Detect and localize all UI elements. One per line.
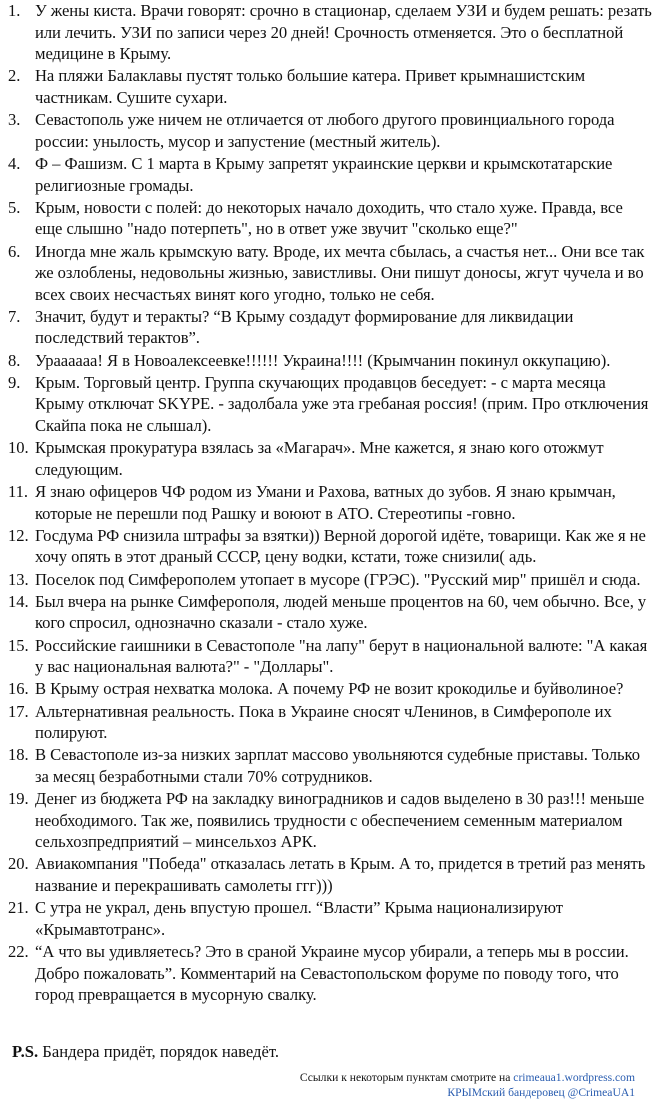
- list-item-number: 14.: [8, 591, 29, 611]
- list-item-number: 22.: [8, 942, 29, 961]
- list-item: [8, 0, 653, 65]
- list-item-number: 7.: [8, 306, 21, 326]
- postscript: [12, 1041, 279, 1063]
- footer-links-line: [300, 1071, 635, 1086]
- list-item-number: 10.: [8, 438, 29, 458]
- list-item-text: “А что вы удивляетесь? Это в сраной Украине мусор убирали, а теперь мы в россии. Добро пожаловать”. Комментарий на Севастопольском форуме по поводу того, что город превращается в мусорную свалку.: [35, 942, 629, 1005]
- list-item: [8, 678, 653, 700]
- list-item: [8, 350, 653, 372]
- list-item-text: У жены киста. Врачи говорят: срочно в стационар, сделаем УЗИ и будем решать: резать или лечить. УЗИ по записи через 20 дней! Срочность отменяется. Это о бесплатной медицине в Крыму.: [35, 1, 652, 64]
- list-item-text: Поселок под Симферополем утопает в мусоре (ГРЭС). "Русский мир" пришёл и сюда.: [35, 569, 641, 589]
- list-item: [8, 241, 653, 306]
- list-item-text: Крым. Торговый центр. Группа скучающих продавцов беседует: - с марта месяца Крыму отключат SKYPE. - задолбала уже эта гребаная россия! (прим. Про отключения Скайпа пока не слышал).: [35, 372, 649, 436]
- list-item-number: 16.: [8, 679, 29, 699]
- list-item-text: Был вчера на рынке Симферополя, людей меньше процентов на 60, чем обычно. Все, у кого спросил, однозначно сказали - стало хуже.: [35, 591, 647, 633]
- list-item-number: 2.: [8, 66, 21, 86]
- list-item-text: Иногда мне жаль крымскую вату. Вроде, их мечта сбылась, а счастья нет... Они все так же озлоблены, недовольны жизнью, завистливы. Они пишут доносы, жгут чучела и во всех своих несчастьях винят кого угодно, только не себя.: [35, 241, 645, 304]
- list-item-text: Российские гаишники в Севастополе "на лапу" берут в национальной валюте: "А какая у вас национальная валюта?" - "Доллары".: [35, 635, 648, 677]
- list-item: [8, 109, 653, 152]
- list-item: [8, 65, 653, 108]
- list-item-number: 4.: [8, 153, 21, 173]
- list-item-number: 8.: [8, 350, 21, 370]
- list-item-text: Денег из бюджета РФ на закладку виноградников и садов выделено в 30 раз!!! меньше необходимого. Так же, появились трудности с обеспечением семенным материалом сельхозпредприятий – минсельхоз АРК.: [35, 789, 645, 852]
- list-item-number: 20.: [8, 854, 29, 874]
- footer-link[interactable]: crimeaua1.wordpress.com: [513, 1071, 635, 1084]
- list-item-number: 17.: [8, 701, 29, 721]
- list-item: [8, 437, 653, 480]
- list-item-text: Значит, будут и теракты? “В Крыму создадут формирование для ликвидации последствий терактов”.: [35, 306, 574, 348]
- postscript-text: Бандера придёт, порядок наведёт.: [42, 1042, 279, 1061]
- list-item-number: 5.: [8, 197, 21, 217]
- list-item: [8, 306, 653, 349]
- list-item: [8, 853, 653, 896]
- list-item-text: Крымская прокуратура взялась за «Магарач». Мне кажется, я знаю кого отожмут следующим.: [35, 438, 604, 479]
- list-item-number: 9.: [8, 372, 21, 392]
- list-item: [8, 372, 653, 437]
- list-item-number: 15.: [8, 635, 29, 655]
- list-item-number: 18.: [8, 745, 29, 765]
- list-item-text: Авиакомпания "Победа" отказалась летать в Крым. А то, придется в третий раз менять название и перекрашивать самолеты ггг))): [35, 854, 646, 896]
- postscript-label: P.S.: [12, 1042, 39, 1061]
- footer-links-text: Ссылки к некоторым пунктам смотрите на: [299, 1071, 511, 1084]
- list-item: [8, 153, 653, 196]
- list-item-text: Ф – Фашизм. С 1 марта в Крыму запретят украинские церкви и крымскотатарские религиозные громады.: [35, 153, 613, 195]
- list-item: [8, 635, 653, 678]
- list-item: [8, 897, 653, 940]
- list-item-number: 12.: [8, 525, 29, 545]
- footer: [300, 1071, 635, 1100]
- list-item-text: На пляжи Балаклавы пустят только большие катера. Привет крымнашистским частникам. Сушите сухари.: [35, 66, 586, 107]
- list-item-text: Крым, новости с полей: до некоторых начало доходить, что стало хуже. Правда, все еще слышно "надо потерпеть", но в ответ уже звучит "сколько еще?": [35, 197, 623, 239]
- footer-signature: КРЫМский бандеровец @CrimeaUA1: [447, 1085, 635, 1099]
- list-item-text: Севастополь уже ничем не отличается от любого другого провинциального города россии: унылость, мусор и запустение (местный житель).: [35, 110, 615, 151]
- list-item-number: 11.: [8, 482, 28, 501]
- list-item-number: 3.: [8, 110, 21, 130]
- list-item-number: 1.: [8, 1, 21, 20]
- list-item-text: Альтернативная реальность. Пока в Украине сносят чЛенинов, в Симферополе их полируют.: [35, 701, 612, 743]
- list-item-number: 21.: [8, 898, 29, 918]
- list-item-number: 6.: [8, 241, 21, 261]
- list-item-text: В Крыму острая нехватка молока. А почему РФ не возит крокодилье и буйволиное?: [35, 679, 624, 699]
- list-item: [8, 701, 653, 744]
- list-item-number: 19.: [8, 789, 29, 809]
- list-item: [8, 481, 653, 524]
- list-item: [8, 941, 653, 1006]
- list-item-text: С утра не украл, день впустую прошел. “Власти” Крыма национализируют «Крымавтотранс».: [35, 898, 563, 939]
- list-item: [8, 788, 653, 853]
- list-item: [8, 591, 653, 634]
- list-item: [8, 569, 653, 591]
- list-item-text: Я знаю офицеров ЧФ родом из Умани и Рахова, ватных до зубов. Я знаю крымчан, которые не перешли под Рашку и воюют в АТО. Стереотипы -говно.: [35, 482, 616, 523]
- list-item: [8, 197, 653, 240]
- list-item-text: Госдума РФ снизила штрафы за взятки)) Верной дорогой идёте, товарищи. Как же я не хочу опять в этот драный СССР, цену водки, кстати, тоже снизили( адь.: [35, 525, 646, 567]
- list-item: [8, 525, 653, 568]
- list-item-text: В Севастополе из-за низких зарплат массово увольняются судебные приставы. Только за месяц безработными стали 70% сотрудников.: [35, 745, 640, 786]
- list-item: [8, 744, 653, 787]
- list-item-text: Ураааааа! Я в Новоалексеевке!!!!!! Украина!!!! (Крымчанин покинул оккупацию).: [35, 350, 611, 370]
- news-list: [8, 0, 653, 1006]
- list-item-number: 13.: [8, 569, 29, 589]
